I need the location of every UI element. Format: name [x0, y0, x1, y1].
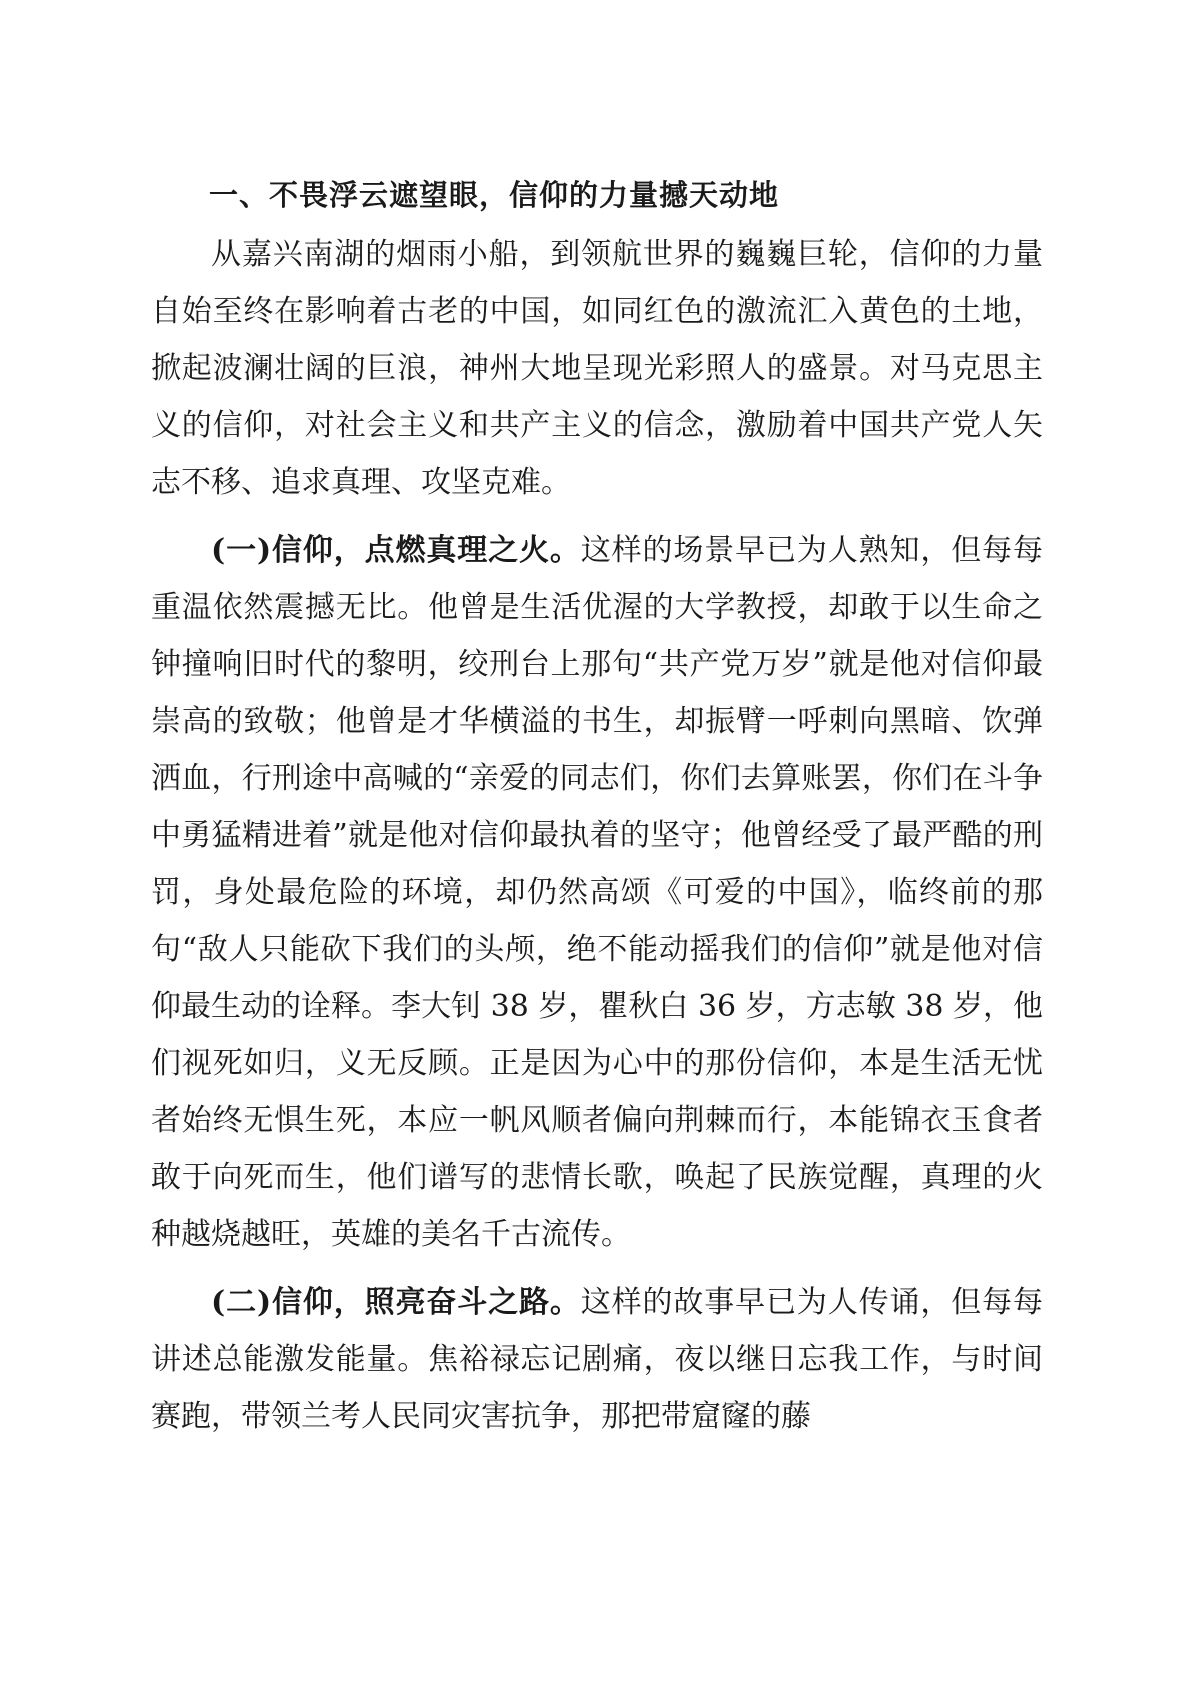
subsection-2-paragraph	[151, 1274, 1043, 1445]
intro-paragraph: 从嘉兴南湖的烟雨小船，到领航世界的巍巍巨轮，信仰的力量自始至终在影响着古老的中国，如同红色的激流汇入黄色的土地，掀起波澜壮阔的巨浪，神州大地呈现光彩照人的盛景。对马克思主义的信仰，对社会主义和共产主义的信念，激励着中国共产党人矢志不移、追求真理、攻坚克难。	[151, 237, 1043, 500]
subsection-1-lead: (一)信仰，点燃真理之火。	[211, 533, 581, 568]
subsection-1-body: 这样的场景早已为人熟知，但每每重温依然震撼无比。他曾是生活优渥的大学教授，却敢于以生命之钟撞响旧时代的黎明，绞刑台上那句“共产党万岁”就是他对信仰最崇高的致敬；他曾是才华横溢的书生，却振臂一呼刺向黑暗、饮弹洒血，行刑途中高喊的“亲爱的同志们，你们去算账罢，你们在斗争中勇猛精进着”就是他对信仰最执着的坚守；他曾经受了最严酷的刑罚，身处最危险的环境，却仍然高颂《可爱的中国》，临终前的那句“敌人只能砍下我们的头颅，绝不能动摇我们的信仰”就是他对信仰最生动的诠释。李大钊 38 岁，瞿秋白 36 岁，方志敏 38 岁，他们视死如归，义无反顾。正是因为心中的那份信仰，本是生活无忧者始终无惧生死，本应一帆风顺者偏向荆棘而行，本能锦衣玉食者敢于向死而生，他们谱写的悲情长歌，唤起了民族觉醒，真理的火种越烧越旺，英雄的美名千古流传。	[151, 533, 1044, 1252]
subsection-1-paragraph	[151, 522, 1043, 1263]
section-heading: 一、不畏浮云遮望眼，信仰的力量撼天动地	[209, 178, 780, 212]
document-body	[151, 170, 1043, 1456]
subsection-2-lead: (二)信仰，照亮奋斗之路。	[211, 1285, 581, 1320]
subsection-2-body: 这样的故事早已为人传诵，但每每讲述总能激发能量。焦裕禄忘记剧痛，夜以继日忘我工作，与时间赛跑，带领兰考人民同灾害抗争，那把带窟窿的藤	[151, 1285, 1044, 1434]
